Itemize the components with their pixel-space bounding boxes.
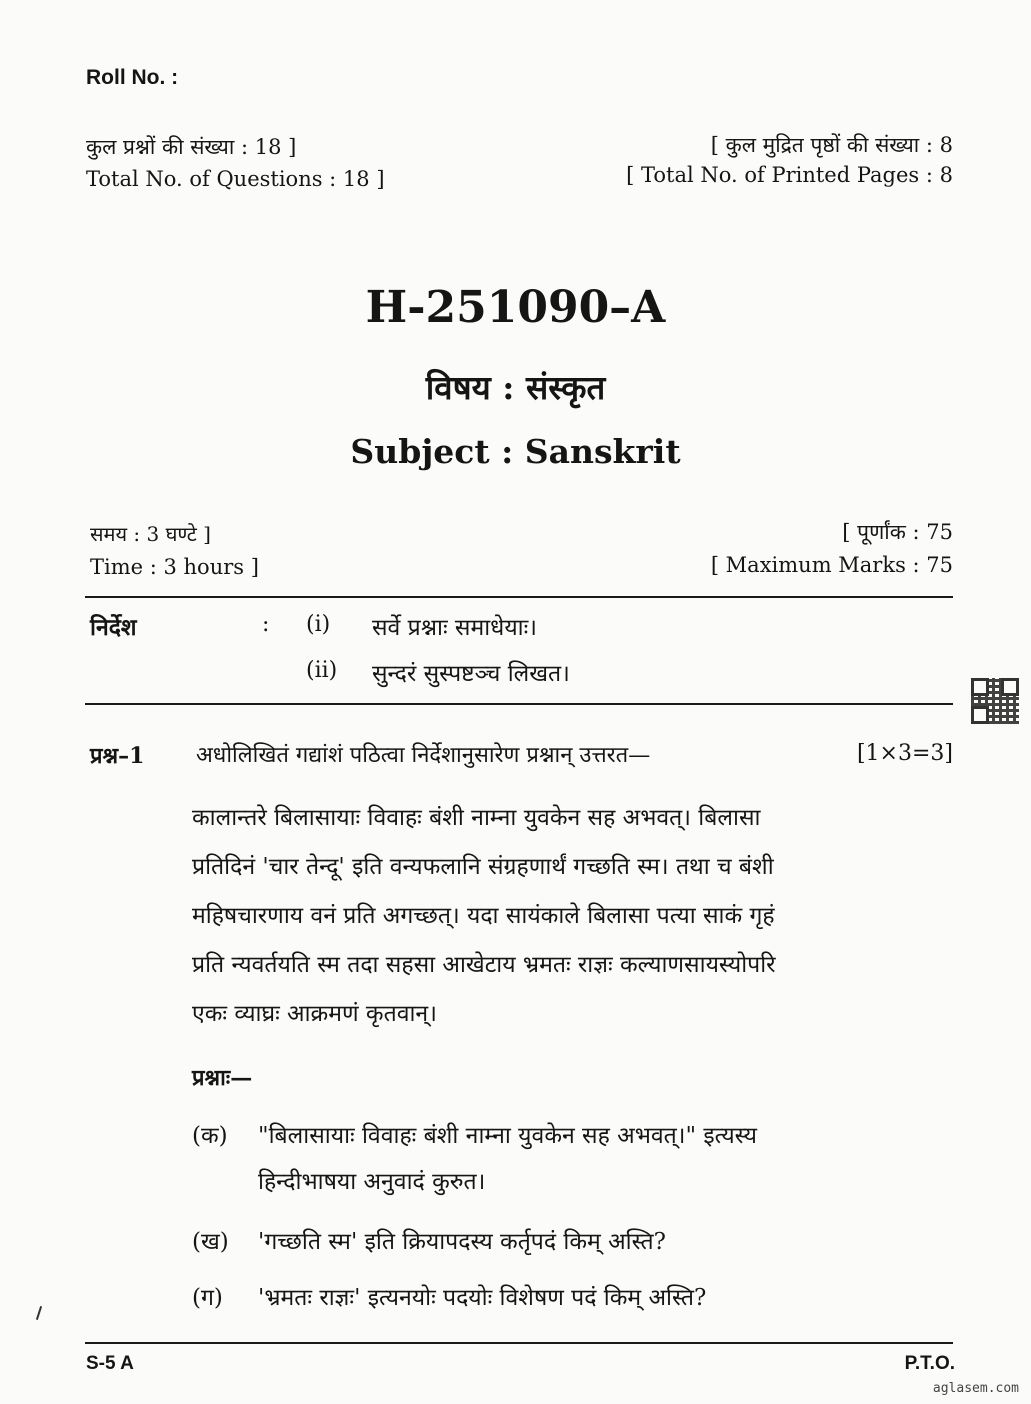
instruction-1-number: (i) <box>306 612 331 637</box>
subquestion-ga-number: (ग) <box>192 1285 223 1311</box>
footer-code: S-5 A <box>86 1353 134 1374</box>
full-marks-hindi: [ पूर्णांक : 75 <box>842 520 953 544</box>
instruction-2-text: सुन्दरं सुस्पष्टञ्च लिखत। <box>372 661 570 687</box>
question-1-label: प्रश्न–1 <box>90 743 145 769</box>
instruction-2-number: (ii) <box>306 658 338 683</box>
subject-hindi: विषय : संस्कृत <box>425 368 606 407</box>
subquestion-ga-text: 'भ्रमतः राज्ञः' इत्यनयोः पदयोः विशेषण पदं किम् अस्ति? <box>258 1285 707 1311</box>
question-1-marks: [1×3=3] <box>856 741 953 766</box>
instructions-label: निर्देश <box>90 614 137 641</box>
footer-divider <box>85 1342 953 1344</box>
watermark: aglasem.com <box>932 1381 1019 1396</box>
question-1-prompt: अधोलिखितं गद्यांशं पठित्वा निर्देशानुसारेण प्रश्नान् उत्तरत— <box>196 743 651 768</box>
instruction-1-text: सर्वे प्रश्नाः समाधेयाः। <box>372 615 537 641</box>
time-hindi: समय : 3 घण्टे ] <box>90 522 211 546</box>
passage-line: प्रतिदिनं 'चार तेन्दू' इति वन्यफलानि संग्रहणार्थं गच्छति स्म। तथा च बंशी <box>192 854 774 880</box>
qr-code-icon <box>971 678 1019 724</box>
passage-line: कालान्तरे बिलासायाः विवाहः बंशी नाम्ना युवकेन सह अभवत्। बिलासा <box>192 805 761 831</box>
subquestion-kha-number: (ख) <box>192 1229 229 1255</box>
total-questions-hindi: कुल प्रश्नों की संख्या : 18 ] <box>86 135 297 159</box>
printed-pages-hindi: [ कुल मुद्रित पृष्ठों की संख्या : 8 <box>710 133 953 157</box>
roll-number-label: Roll No. : <box>86 66 179 89</box>
maximum-marks-english: [ Maximum Marks : 75 <box>710 553 953 577</box>
subquestion-ka-number: (क) <box>192 1123 228 1149</box>
printed-pages-english: [ Total No. of Printed Pages : 8 <box>626 163 953 187</box>
subquestion-ka-text-continued: हिन्दीभाषया अनुवादं कुरुत। <box>258 1169 486 1195</box>
subject-english: Subject : Sanskrit <box>350 432 681 471</box>
header-divider <box>85 596 953 598</box>
questions-subheading: प्रश्नाः— <box>192 1065 253 1091</box>
please-turn-over: P.T.O. <box>904 1353 955 1374</box>
subquestion-ka-text: "बिलासायाः विवाहः बंशी नाम्ना युवकेन सह अभवत्।" इत्यस्य <box>258 1123 757 1149</box>
scan-mark <box>36 1306 42 1320</box>
paper-code: H-251090–A <box>365 282 666 333</box>
passage-line: महिषचारणाय वनं प्रति अगच्छत्। यदा सायंकाले बिलासा पत्या साकं गृहं <box>192 903 775 929</box>
total-questions-english: Total No. of Questions : 18 ] <box>86 167 385 191</box>
instructions-divider <box>85 703 953 705</box>
passage-line: एकः व्याघ्रः आक्रमणं कृतवान्। <box>192 1001 437 1027</box>
passage-line: प्रति न्यवर्तयति स्म तदा सहसा आखेटाय भ्रमतः राज्ञः कल्याणसायस्योपरि <box>192 952 776 978</box>
subquestion-kha-text: 'गच्छति स्म' इति क्रियापदस्य कर्तृपदं किम् अस्ति? <box>258 1229 667 1255</box>
time-english: Time : 3 hours ] <box>90 555 259 579</box>
instructions-colon: : <box>262 612 270 637</box>
